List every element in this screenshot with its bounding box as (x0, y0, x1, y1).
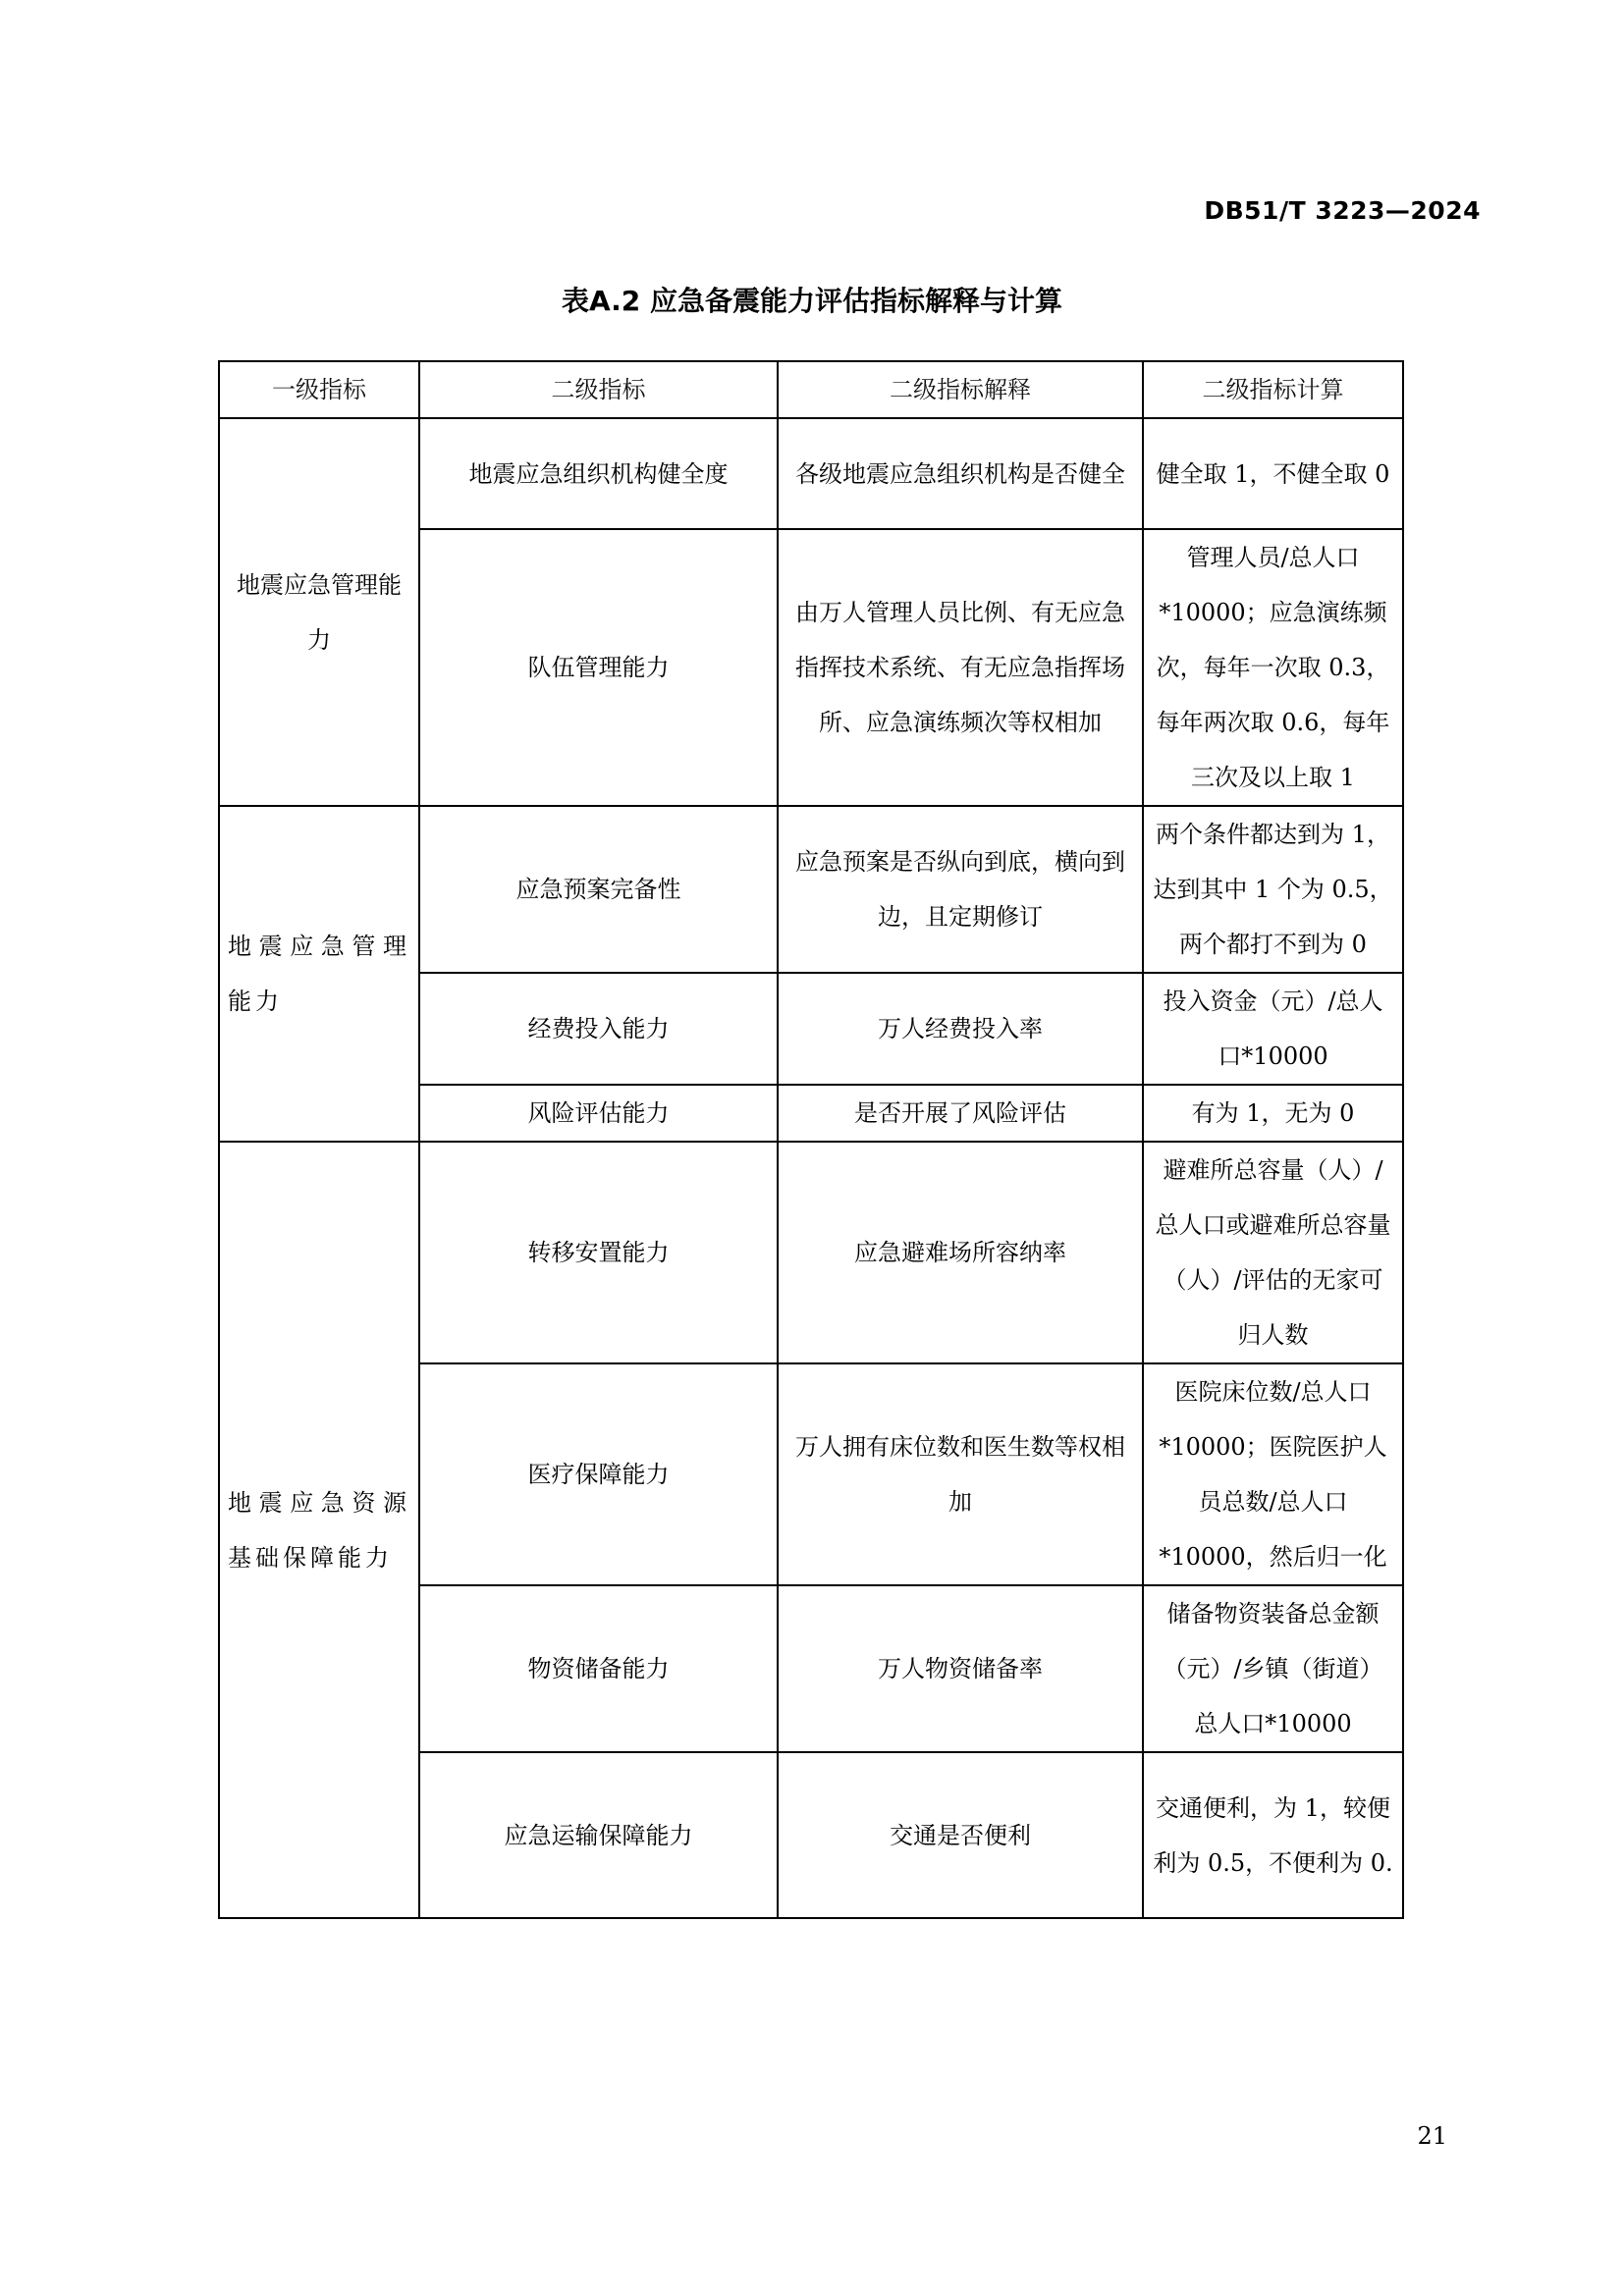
calculation-cell: 投入资金（元）/总人口*10000 (1143, 973, 1403, 1085)
indicator-table (218, 360, 1404, 1919)
explanation-cell: 万人拥有床位数和医生数等权相加 (778, 1363, 1143, 1585)
calculation-cell: 有为 1，无为 0 (1143, 1085, 1403, 1142)
explanation-cell: 是否开展了风险评估 (778, 1085, 1143, 1142)
level2-cell: 应急预案完备性 (419, 806, 778, 973)
table-header-row (219, 361, 1403, 418)
page-number: 21 (1417, 2122, 1447, 2150)
level2-cell: 地震应急组织机构健全度 (419, 418, 778, 529)
level2-cell: 医疗保障能力 (419, 1363, 778, 1585)
explanation-cell: 万人经费投入率 (778, 973, 1143, 1085)
calculation-cell: 管理人员/总人口*10000；应急演练频次，每年一次取 0.3，每年两次取 0.6，每年三次及以上取 1 (1143, 529, 1403, 806)
document-code: DB51/T 3223—2024 (1204, 196, 1481, 225)
column-header-calculation: 二级指标计算 (1143, 361, 1403, 418)
calculation-cell: 交通便利，为 1，较便利为 0.5，不便利为 0. (1143, 1752, 1403, 1918)
calculation-cell: 两个条件都达到为 1，达到其中 1 个为 0.5，两个都打不到为 0 (1143, 806, 1403, 973)
explanation-cell: 由万人管理人员比例、有无应急指挥技术系统、有无应急指挥场所、应急演练频次等权相加 (778, 529, 1143, 806)
calculation-cell: 医院床位数/总人口*10000；医院医护人员总数/总人口*10000，然后归一化 (1143, 1363, 1403, 1585)
explanation-cell: 各级地震应急组织机构是否健全 (778, 418, 1143, 529)
calculation-cell: 健全取 1，不健全取 0 (1143, 418, 1403, 529)
explanation-cell: 应急预案是否纵向到底，横向到边，且定期修订 (778, 806, 1143, 973)
table-row (219, 1142, 1403, 1363)
level1-cell: 地震应急资源基础保障能力 (219, 1142, 419, 1918)
table-title: 表A.2 应急备震能力评估指标解释与计算 (561, 285, 1063, 317)
level2-cell: 转移安置能力 (419, 1142, 778, 1363)
level1-cell: 地震应急管理能力 (219, 806, 419, 1142)
level2-cell: 队伍管理能力 (419, 529, 778, 806)
level2-cell: 物资储备能力 (419, 1585, 778, 1752)
level2-cell: 经费投入能力 (419, 973, 778, 1085)
column-header-level2: 二级指标 (419, 361, 778, 418)
explanation-cell: 交通是否便利 (778, 1752, 1143, 1918)
calculation-cell: 避难所总容量（人）/总人口或避难所总容量（人）/评估的无家可归人数 (1143, 1142, 1403, 1363)
table-row (219, 418, 1403, 529)
calculation-cell: 储备物资装备总金额（元）/乡镇（街道）总人口*10000 (1143, 1585, 1403, 1752)
explanation-cell: 应急避难场所容纳率 (778, 1142, 1143, 1363)
column-header-level1: 一级指标 (219, 361, 419, 418)
explanation-cell: 万人物资储备率 (778, 1585, 1143, 1752)
table-row (219, 806, 1403, 973)
level2-cell: 风险评估能力 (419, 1085, 778, 1142)
level1-cell: 地震应急管理能力 (219, 418, 419, 806)
level2-cell: 应急运输保障能力 (419, 1752, 778, 1918)
column-header-explanation: 二级指标解释 (778, 361, 1143, 418)
